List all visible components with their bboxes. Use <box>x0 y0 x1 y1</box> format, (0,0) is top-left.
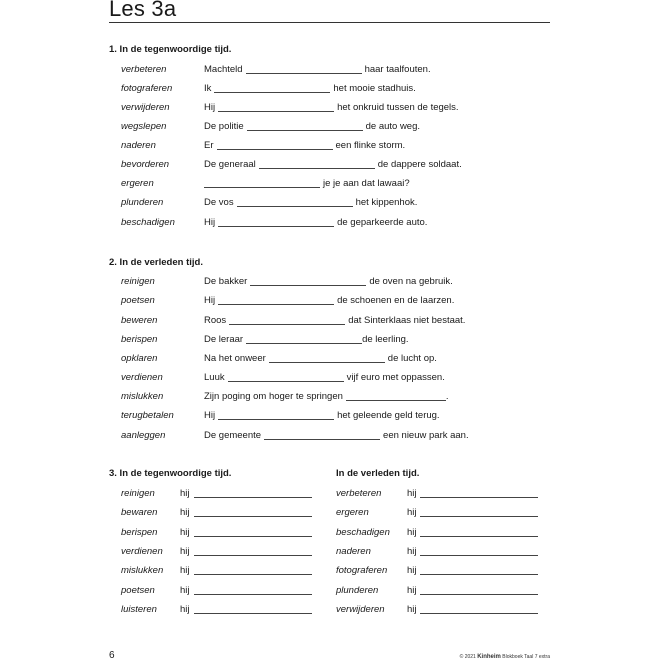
answer-blank[interactable] <box>237 198 353 207</box>
verb-label: wegslepen <box>121 121 167 132</box>
pronoun: hij <box>407 527 417 538</box>
page-number: 6 <box>109 650 115 661</box>
verb-label: ergeren <box>336 507 369 518</box>
answer-line[interactable] <box>420 613 538 614</box>
sentence <box>204 295 454 306</box>
answer-line[interactable] <box>420 555 538 556</box>
sentence-start: De leraar <box>204 334 244 345</box>
pronoun: hij <box>180 585 190 596</box>
verb-label: plunderen <box>121 197 164 208</box>
verb-label: verdienen <box>121 372 163 383</box>
answer-line[interactable] <box>194 574 312 575</box>
sentence <box>204 197 417 208</box>
sentence-end: de geparkeerde auto. <box>337 217 428 228</box>
sentence <box>204 121 420 132</box>
footer-credit <box>460 654 550 660</box>
sentence-end: de lucht op. <box>387 353 437 364</box>
verb-label: fotograferen <box>121 83 173 94</box>
answer-blank[interactable] <box>218 218 334 227</box>
sentence-end: het onkruid tussen de tegels. <box>337 102 459 113</box>
sentence <box>204 372 445 383</box>
pronoun: hij <box>407 604 417 615</box>
sentence-start: Hij <box>204 295 216 306</box>
publisher-logo: Kinheim <box>477 654 501 660</box>
sentence <box>204 64 431 75</box>
sentence-start: Hij <box>204 102 216 113</box>
sentence <box>204 276 453 287</box>
answer-line[interactable] <box>194 555 312 556</box>
pronoun: hij <box>180 507 190 518</box>
answer-blank[interactable] <box>269 354 385 363</box>
footer-book-title: Blokboek Taal 7 extra <box>502 654 550 660</box>
page-title: Les 3a <box>109 0 177 21</box>
sentence-end: vijf euro met oppassen. <box>346 372 445 383</box>
answer-blank[interactable] <box>264 431 380 440</box>
verb-label: luisteren <box>121 604 157 615</box>
sentence <box>204 140 405 151</box>
answer-blank[interactable] <box>218 411 334 420</box>
sentence-end: de schoenen en de laarzen. <box>337 295 455 306</box>
sentence <box>204 159 462 170</box>
verb-label: naderen <box>336 546 371 557</box>
answer-line[interactable] <box>420 536 538 537</box>
pronoun: hij <box>180 565 190 576</box>
section-3-right-heading: In de verleden tijd. <box>336 468 420 479</box>
sentence-start: De bakker <box>204 276 248 287</box>
sentence-end: de auto weg. <box>365 121 421 132</box>
sentence-end: een nieuw park aan. <box>383 430 469 441</box>
sentence-start: Machteld <box>204 64 243 75</box>
sentence <box>204 217 427 228</box>
sentence <box>204 83 416 94</box>
sentence-start: De gemeente <box>204 430 262 441</box>
verb-label: reinigen <box>121 488 155 499</box>
verb-label: verdienen <box>121 546 163 557</box>
answer-line[interactable] <box>420 594 538 595</box>
pronoun: hij <box>407 585 417 596</box>
verb-label: bewaren <box>121 507 158 518</box>
answer-line[interactable] <box>420 574 538 575</box>
verb-label: beschadigen <box>336 527 390 538</box>
verb-label: poetsen <box>121 585 155 596</box>
answer-blank[interactable] <box>259 160 375 169</box>
pronoun: hij <box>407 488 417 499</box>
sentence-end: dat Sinterklaas niet bestaat. <box>348 315 466 326</box>
sentence-end: het kippenhok. <box>355 197 418 208</box>
answer-blank[interactable] <box>228 373 344 382</box>
verb-label: verwijderen <box>336 604 385 615</box>
sentence-end: het geleende geld terug. <box>337 410 440 421</box>
verb-label: bevorderen <box>121 159 170 170</box>
sentence-end: je je aan dat lawaai? <box>323 178 410 189</box>
verb-label: opklaren <box>121 353 158 364</box>
sentence-start: Luuk <box>204 372 225 383</box>
sentence-start: Zijn poging om hoger te springen <box>204 391 343 402</box>
pronoun: hij <box>407 546 417 557</box>
verb-label: verbeteren <box>121 64 167 75</box>
verb-label: verbeteren <box>336 488 382 499</box>
sentence <box>204 315 465 326</box>
answer-blank[interactable] <box>247 122 363 131</box>
section-3-heading: 3. In de tegenwoordige tijd. <box>109 468 232 479</box>
answer-blank[interactable] <box>218 296 334 305</box>
pronoun: hij <box>180 546 190 557</box>
sentence <box>204 334 409 345</box>
answer-blank[interactable] <box>217 141 333 150</box>
sentence <box>204 391 449 402</box>
verb-label: mislukken <box>121 391 164 402</box>
sentence-start: Ik <box>204 83 212 94</box>
verb-label: fotograferen <box>336 565 388 576</box>
verb-label: naderen <box>121 140 156 151</box>
sentence <box>204 178 410 189</box>
sentence-end: de dappere soldaat. <box>377 159 462 170</box>
sentence-end: . <box>445 391 449 402</box>
answer-blank[interactable] <box>214 84 330 93</box>
sentence-start: Er <box>204 140 214 151</box>
sentence-end: haar taalfouten. <box>364 64 431 75</box>
verb-label: poetsen <box>121 295 155 306</box>
verb-label: terugbetalen <box>121 410 174 421</box>
sentence-end: de oven na gebruik. <box>369 276 453 287</box>
verb-label: berispen <box>121 527 158 538</box>
pronoun: hij <box>180 488 190 499</box>
section-1-heading: 1. In de tegenwoordige tijd. <box>109 44 232 55</box>
verb-label: beschadigen <box>121 217 175 228</box>
sentence-end: het mooie stadhuis. <box>333 83 416 94</box>
sentence-start: Roos <box>204 315 227 326</box>
verb-label: ergeren <box>121 178 154 189</box>
sentence <box>204 410 440 421</box>
answer-blank[interactable] <box>204 179 320 188</box>
sentence-start: Hij <box>204 410 216 421</box>
section-2-heading: 2. In de verleden tijd. <box>109 257 203 268</box>
answer-blank[interactable] <box>346 392 446 401</box>
sentence-start: De politie <box>204 121 244 132</box>
answer-line[interactable] <box>194 613 312 614</box>
sentence-end: een flinke storm. <box>335 140 406 151</box>
answer-line[interactable] <box>420 497 538 498</box>
verb-label: plunderen <box>336 585 379 596</box>
answer-line[interactable] <box>194 536 312 537</box>
pronoun: hij <box>180 527 190 538</box>
pronoun: hij <box>407 507 417 518</box>
verb-label: verwijderen <box>121 102 170 113</box>
verb-label: aanleggen <box>121 430 166 441</box>
answer-line[interactable] <box>420 516 538 517</box>
sentence-start: De vos <box>204 197 234 208</box>
answer-blank[interactable] <box>250 277 366 286</box>
sentence-start: De generaal <box>204 159 256 170</box>
answer-line[interactable] <box>194 497 312 498</box>
sentence-start: Na het onweer <box>204 353 266 364</box>
footer-copyright: © 2021 <box>459 654 476 660</box>
answer-blank[interactable] <box>229 316 345 325</box>
verb-label: mislukken <box>121 565 164 576</box>
sentence <box>204 102 459 113</box>
verb-label: reinigen <box>121 276 155 287</box>
answer-line[interactable] <box>194 594 312 595</box>
answer-blank[interactable] <box>246 335 362 344</box>
pronoun: hij <box>407 565 417 576</box>
sentence <box>204 353 437 364</box>
sentence-start: Hij <box>204 217 216 228</box>
title-divider <box>109 22 550 23</box>
sentence-end: de leerling. <box>362 334 409 345</box>
pronoun: hij <box>180 604 190 615</box>
answer-line[interactable] <box>194 516 312 517</box>
verb-label: berispen <box>121 334 158 345</box>
answer-blank[interactable] <box>218 103 334 112</box>
answer-blank[interactable] <box>246 65 362 74</box>
verb-label: beweren <box>121 315 158 326</box>
sentence <box>204 430 469 441</box>
